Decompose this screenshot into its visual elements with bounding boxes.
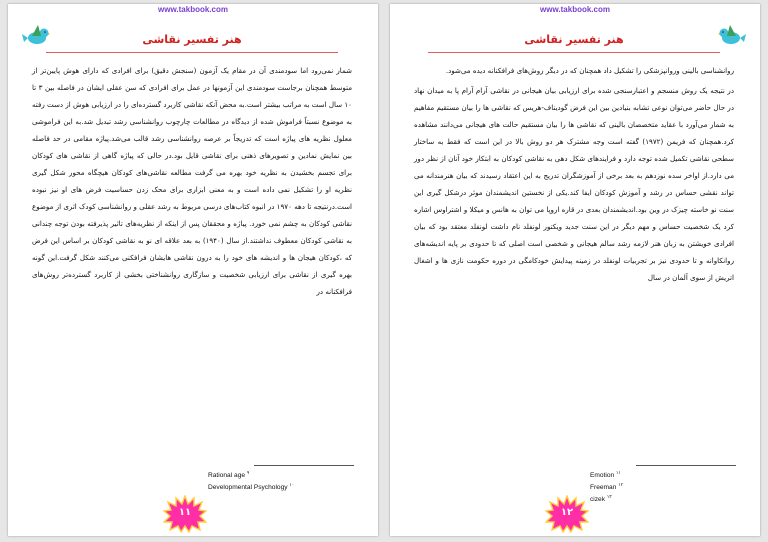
- footnote-text: Freeman: [590, 484, 617, 492]
- site-url[interactable]: www.takbook.com: [158, 5, 228, 14]
- footnote: [590, 480, 738, 492]
- footnote: [208, 480, 356, 492]
- paragraph: روانشناسی بالینی وروانپزشکی را تشکیل داد همچنان که در دیگر روش‌های فرافکنانه دیده می‌شود.: [445, 66, 734, 75]
- body-text: [414, 62, 734, 286]
- footnote: [590, 468, 738, 480]
- paragraph: در نتیجه یک روش منسجم و اعتبارسنجی شده برای ارزیابی بیان هیجانی در نقاشی آرام آرام پا به میدان نهاد در حال حاضر می‌توان نوعی تشابه بنیادین بین این فرض گودیناف-هریس که نقاشی ها را بیان مستقیم مفاهیم به شمار می‌آورد با عقاید متخصصان بالینی که نقاشی ها را بیان مستقیم حالت های هیجانی می‌دانند مشاهده کرد.همچنان که فریمن (۱۹۷۲) گفته است وجه مشترک هر دو روش بالا در این است که فقط به ساختار سطحی نقاشی تکمیل شده توجه دارد و فرایندهای شکل دهی به نقاشی کودکان به ابتکار خود آنان از نظر دور می دارد.از اواخر سده نوزدهم به بعد برخی از آموزشگران تدریج به این اعتقاد رسیدند که بیان هنرمندانه می تواند نقشی حساس در رشد و آموزش کودکان ایفا کند.یکی از نخستین اندیشمندان موثر درشکل گیری این سنت نو خاسته چیزک در وین بود.اندیشمندان بعدی در قاره اروپا می توان به هانس و میکلا و اشتراوس اشاره کرد یک شخصیت حساس و مهم دیگر در این سنت جدید ویکتور لونفلد نام داشت لونفلد معتقد بود که بیان افرادی خویشتن به زبان هنر لازمه رشد سالم هیجانی و شخصی است اصلی که تا حدودی بر پایه اندیشه‌های روانکاوانه و تا حدودی نیز بر تجربیات لونفلد در زمینه پیدایش خودکامگی در دوره حکومت نازی ها و اشغال اتریش از سوی آلمان در سال: [414, 86, 734, 282]
- footnotes: [590, 468, 738, 505]
- footnote-text: Rational age: [208, 472, 246, 480]
- footnotes: [208, 468, 356, 492]
- page-header: [428, 28, 720, 53]
- paragraph: شمار نمی‌رود اما سودمندی آن در مقام یک آزمون (سنجش دقیق) برای افرادی که دارای هوش پایین‌تر از متوسط همچنان برجاست سودمندی این آزمونها در عمل برای افرادی که سن عقلی ایشان در فاصله بین ۳ تا ۱۰ سال است به مراتب بیشتر است.به محض آنکه نقاشی کاربرد گسترده‌ای را در ارزیابی هوش از دست رفته به موضوع نسبتاً فراموش شده از دیدگاه‌ در مطالعات چارچوب روانشناسی رشد تبدیل شد.به این فراموشی معلول نظریه های پیاژه است که تدریجاً بر عرصه روانشناسی رشد قالب می‌شد.پیاژه مقامی در حد فاصله بین نمایش نمادین و تصویرهای ذهنی برای نقاشی قایل بود.در حالی که پیاژه گاهی از نقاشی های کودکان برای تجسم بخشیدن به نظریه خود بهره می گرفت مطالعه نقاشی‌های کودکان هیچگاه محور شکل گیری نظریه او را تشکیل نمی داده است و به معنی ابزاری برای محک زدن حساسیت فرض های او نیز نبوده است.درنتیجه تا دهه ۱۹۷۰ در انبوه کتاب‌های درسی مربوط به رشد عقلی و روانشناسی کودک اثری از موضوع نقاشی کودکان به چشم نمی خورد. پیاژه و محققان پس از اینکه از نظریه‌های تاثیر پذیرفته بودن توجه چندانی به نقاشی کودکان معطوف نداشتند.از سال (۱۹۴۰) به بعد علاقه ای نو به نقاشی کودکان بر اساس این فرض که ،کودکان هیجان ها و اندیشه های خود را به درون نقاشی هایشان فرافکنی می‌کنند شکل گرفت.این گونه بهره گیری از نقاشی برای ارزیابی شخصیت و سازگاری روانشناختی بخشی از کاربرد گسترده‌تر روش‌های فرافکنانه در: [32, 66, 353, 296]
- page-number-badge: [163, 495, 207, 533]
- footnote-mark: ۱۰: [289, 482, 295, 488]
- header-title: هنر تفسیر نقاشی: [524, 33, 624, 46]
- page-number: ۱۱: [178, 507, 192, 518]
- bird-icon: [718, 22, 746, 50]
- footnote-divider: [254, 465, 354, 466]
- footnote-text: Developmental Psychology: [208, 484, 288, 492]
- footnote-divider: [636, 465, 736, 466]
- footnote-mark: ۱۳: [606, 494, 612, 500]
- footnote-text: Emotion: [590, 472, 615, 480]
- page-number: ۱۲: [560, 507, 574, 518]
- header-title: هنر تفسیر نقاشی: [142, 33, 242, 46]
- site-url[interactable]: www.takbook.com: [540, 5, 610, 14]
- footnote-mark: ۹: [246, 470, 250, 475]
- page-left: [8, 4, 378, 536]
- page-header: [46, 28, 338, 53]
- footnote: [590, 492, 738, 504]
- body-text: [32, 62, 352, 300]
- footnote-text: cizek: [590, 496, 606, 504]
- page-number-badge: [545, 495, 589, 533]
- footnote-mark: ۱۲: [618, 482, 624, 488]
- footnote-mark: ۱۱: [616, 470, 621, 475]
- page-right: [390, 4, 760, 536]
- footnote: [208, 468, 356, 480]
